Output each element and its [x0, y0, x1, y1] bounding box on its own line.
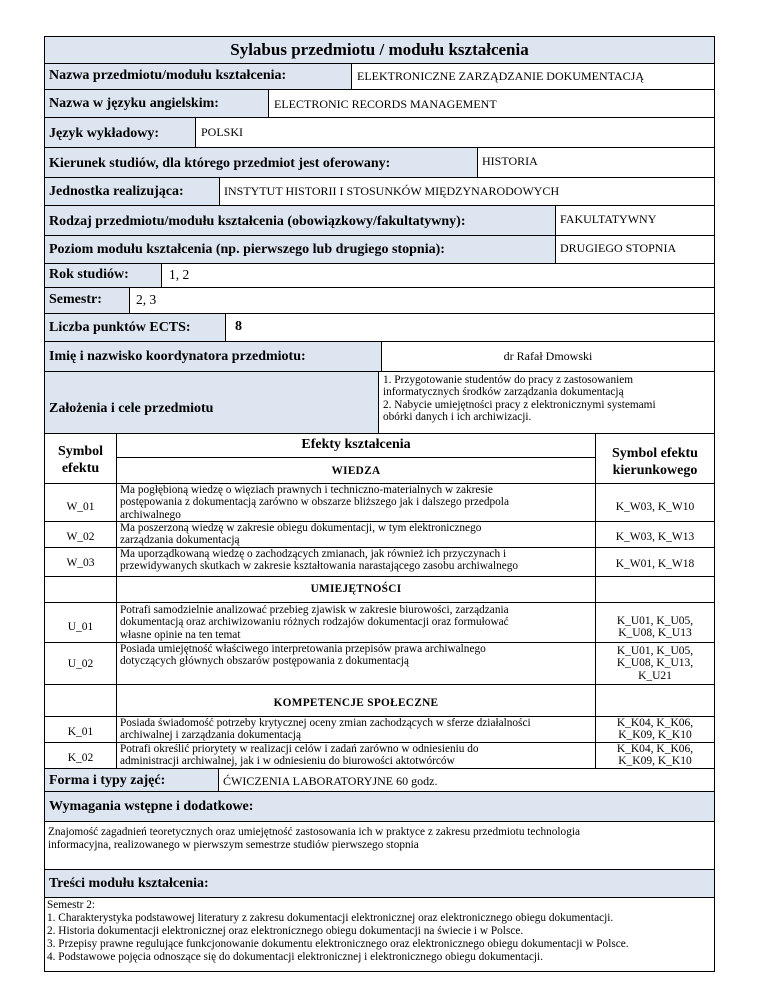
- course-name-value: ELEKTRONICZNE ZARZĄDZANIE DOKUMENTACJĄ: [357, 69, 645, 83]
- knowledge-text: Ma uporządkowaną wiedzę o zachodzących zmianach, jak również ich przyczynach i przewidywanych skutkach w zakresie kształtowania narastającego zasobu archiwalnego: [120, 548, 519, 573]
- field-of-study-value: HISTORIA: [482, 154, 538, 168]
- social-symbol: K_01: [67, 726, 94, 738]
- year-label: Rok studiów:: [49, 267, 129, 282]
- skills-text: Posiada umiejętność właściwego interpretowania przepisów prawa archiwalnego dotyczących głównych obszarów postępowania z dokumentacją: [120, 643, 486, 668]
- forms-value: ĆWICZENIA LABORATORYJNE 60 godz.: [223, 774, 438, 788]
- course-type-label: Rodzaj przedmiotu/modułu kształcenia (obowiązkowy/fakultatywny):: [49, 214, 466, 229]
- col-symbol-header: Symbol efektu: [57, 444, 104, 476]
- level-label: Poziom modułu kształcenia (np. pierwszego lub drugiego stopnia):: [49, 242, 445, 257]
- course-name-label: Nazwa przedmiotu/modułu kształcenia:: [49, 68, 287, 83]
- english-name-label: Nazwa w języku angielskim:: [49, 96, 219, 111]
- semester-value: 2, 3: [136, 292, 157, 307]
- social-text: Potrafi określić priorytety w realizacji celów i zadań zarówno w odniesieniu do administracji archiwalnej, jak i w odniesieniu do biurowości aktotwórców: [120, 743, 479, 768]
- social-header: KOMPETENCJE SPOŁECZNE: [273, 697, 439, 709]
- skills-symbol: U_01: [67, 621, 94, 633]
- unit-value: INSTYTUT HISTORII I STOSUNKÓW MIĘDZYNARODOWYCH: [224, 184, 560, 198]
- field-of-study-label: Kierunek studiów, dla którego przedmiot jest oferowany:: [49, 156, 391, 171]
- social-code: K_K04, K_K06, K_K09, K_K10: [616, 743, 694, 768]
- level-value: DRUGIEGO STOPNIA: [560, 241, 677, 255]
- page-title: Sylabus przedmiotu / modułu kształcenia: [230, 40, 529, 59]
- skills-code: K_U01, K_U05, K_U08, K_U13: [616, 615, 694, 640]
- knowledge-code: K_W03, K_W13: [615, 531, 695, 543]
- knowledge-code: K_W01, K_W18: [615, 558, 695, 570]
- knowledge-symbol: W_03: [66, 557, 95, 569]
- ects-value: 8: [235, 319, 242, 334]
- knowledge-text: Ma poszerzoną wiedzę w zakresie obiegu dokumentacji, w tym elektronicznego zarządzania dokumentacją: [120, 522, 482, 547]
- goals-label: Założenia i cele przedmiotu: [49, 401, 214, 416]
- knowledge-header: WIEDZA: [331, 465, 381, 477]
- unit-label: Jednostka realizująca:: [49, 184, 184, 199]
- coordinator-label: Imię i nazwisko koordynatora przedmiotu:: [49, 349, 306, 364]
- content-label: Treści modułu kształcenia:: [49, 876, 209, 891]
- social-text: Posiada świadomość potrzeby krytycznej oceny zmian zachodzących w sferze działalności archiwalnej i zarządzania dokumentacją: [120, 717, 531, 742]
- knowledge-code: K_W03, K_W10: [615, 501, 695, 513]
- knowledge-text: Ma pogłębioną wiedzę o więziach prawnych i techniczno-materialnych w zakresie postępowania z dokumentacją zarówno w obszarze bliższego jak i dalszego przedpola archiwalnego: [120, 484, 509, 521]
- semester-label: Semestr:: [49, 292, 102, 307]
- coordinator-value: dr Rafał Dmowski: [503, 349, 593, 363]
- forms-label: Forma i typy zajęć:: [49, 773, 166, 788]
- requirements-text: Znajomość zagadnień teoretycznych oraz umiejętność zastosowania ich w praktyce z zakresu przedmiotu technologia informacyjna, realizowanego w pierwszym semestrze studiów pierwszego stopnia: [48, 826, 580, 851]
- language-label: Język wykładowy:: [49, 126, 160, 141]
- social-code: K_K04, K_K06, K_K09, K_K10: [616, 717, 694, 742]
- col-effects-header: Efekty kształcenia: [301, 437, 411, 452]
- year-value: 1, 2: [169, 267, 190, 282]
- knowledge-symbol: W_02: [66, 531, 95, 543]
- skills-symbol: U_02: [67, 658, 94, 670]
- goals-text: 1. Przygotowanie studentów do pracy z zastosowaniem informatycznych środków zarządzania dokumentacją 2. Nabycie umiejętności pracy z elektronicznymi systemami obórki danych i ich archiwizacji.: [383, 374, 656, 424]
- skills-text: Potrafi samodzielnie analizować przebieg zjawisk w zakresie biurowości, zarządzania dokumentacją oraz archiwizowaniu różnych rodzajów dokumentacji oraz formułować własne opinie na ten temat: [120, 604, 509, 641]
- ects-label: Liczba punktów ECTS:: [49, 320, 191, 335]
- knowledge-symbol: W_01: [66, 501, 95, 513]
- course-type-value: FAKULTATYWNY: [560, 212, 657, 226]
- language-value: POLSKI: [201, 125, 244, 139]
- content-text: Semestr 2: 1. Charakterystyka podstawowej literatury z zakresu dokumentacji elektronicznej oraz elektronicznego obiegu dokumentacji. 2. Historia dokumentacji elektronicznej oraz elektronicznego obiegu dokumentacji na świecie i w Polsce. 3. Przepisy prawne regulujące funkcjonowanie dokumentu elektronicznego oraz elektronicznego obiegu dokumentacji w Polsce. 4. Podstawowe pojęcia odnoszące się do dokumentacji elektronicznej i elektronicznego obiegu dokumentacji.: [47, 899, 629, 963]
- skills-header: UMIEJĘTNOŚCI: [310, 583, 402, 595]
- title-bar: [45, 37, 714, 63]
- col-code-header: Symbol efektu kierunkowego: [612, 446, 698, 478]
- skills-code: K_U01, K_U05, K_U08, K_U13, K_U21: [616, 645, 694, 682]
- syllabus-document: [44, 36, 715, 972]
- english-name-value: ELECTRONIC RECORDS MANAGEMENT: [274, 97, 497, 111]
- social-symbol: K_02: [67, 752, 94, 764]
- requirements-label: Wymagania wstępne i dodatkowe:: [49, 799, 254, 814]
